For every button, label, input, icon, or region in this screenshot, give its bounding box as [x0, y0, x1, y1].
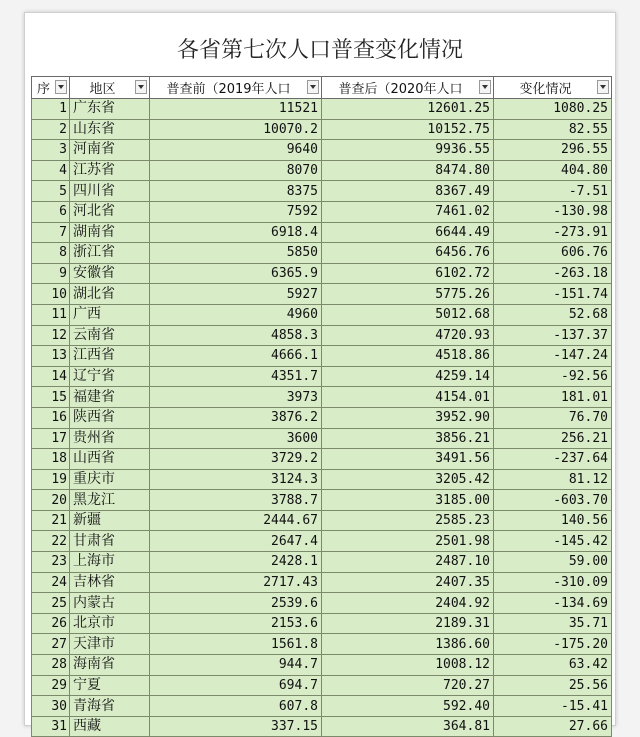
cell-region[interactable]: 江西省 [70, 346, 150, 367]
cell-region[interactable]: 青海省 [70, 696, 150, 717]
cell-after[interactable]: 2189.31 [322, 613, 494, 634]
cell-before[interactable]: 9640 [150, 140, 322, 161]
cell-region[interactable]: 广东省 [70, 99, 150, 120]
cell-seq[interactable]: 27 [32, 634, 70, 655]
cell-before[interactable]: 8070 [150, 160, 322, 181]
cell-after[interactable]: 5775.26 [322, 284, 494, 305]
cell-before[interactable]: 3600 [150, 428, 322, 449]
cell-region[interactable]: 云南省 [70, 325, 150, 346]
column-header-before[interactable] [150, 77, 322, 99]
cell-change[interactable]: 81.12 [494, 469, 612, 490]
cell-before[interactable]: 6365.9 [150, 263, 322, 284]
cell-change[interactable]: -7.51 [494, 181, 612, 202]
cell-seq[interactable]: 4 [32, 160, 70, 181]
cell-seq[interactable]: 29 [32, 675, 70, 696]
cell-before[interactable]: 5927 [150, 284, 322, 305]
cell-before[interactable]: 3973 [150, 387, 322, 408]
cell-region[interactable]: 四川省 [70, 181, 150, 202]
table-row [32, 284, 612, 305]
cell-change[interactable]: 25.56 [494, 675, 612, 696]
cell-after[interactable]: 12601.25 [322, 99, 494, 120]
cell-seq[interactable]: 9 [32, 263, 70, 284]
table-title: 各省第七次人口普查变化情况 [176, 38, 463, 63]
cell-seq[interactable]: 11 [32, 304, 70, 325]
cell-after[interactable]: 3185.00 [322, 490, 494, 511]
cell-before[interactable]: 607.8 [150, 696, 322, 717]
cell-before[interactable]: 2717.43 [150, 572, 322, 593]
cell-seq[interactable]: 25 [32, 593, 70, 614]
cell-change[interactable]: 63.42 [494, 655, 612, 676]
cell-seq[interactable]: 22 [32, 531, 70, 552]
cell-change[interactable]: -175.20 [494, 634, 612, 655]
cell-region[interactable]: 吉林省 [70, 572, 150, 593]
column-header-seq-label: 序 [36, 82, 50, 97]
cell-after[interactable]: 7461.02 [322, 201, 494, 222]
cell-before[interactable]: 6918.4 [150, 222, 322, 243]
table-row [32, 325, 612, 346]
cell-before[interactable]: 8375 [150, 181, 322, 202]
table-row [32, 449, 612, 470]
cell-before[interactable]: 694.7 [150, 675, 322, 696]
cell-change[interactable]: 76.70 [494, 407, 612, 428]
cell-change[interactable]: -310.09 [494, 572, 612, 593]
cell-after[interactable]: 8367.49 [322, 181, 494, 202]
cell-region[interactable]: 湖北省 [70, 284, 150, 305]
table-row [32, 119, 612, 140]
cell-change[interactable]: 27.66 [494, 716, 612, 737]
column-header-after-label: 普查后（2020年人口 [338, 82, 463, 97]
table-row [32, 428, 612, 449]
cell-before[interactable]: 4858.3 [150, 325, 322, 346]
cell-after[interactable]: 2487.10 [322, 552, 494, 573]
table-row [32, 613, 612, 634]
cell-change[interactable]: 35.71 [494, 613, 612, 634]
cell-change[interactable]: -15.41 [494, 696, 612, 717]
table-body [32, 99, 612, 737]
cell-region[interactable]: 江苏省 [70, 160, 150, 181]
cell-after[interactable]: 3205.42 [322, 469, 494, 490]
cell-change[interactable]: 1080.25 [494, 99, 612, 120]
cell-before[interactable]: 2539.6 [150, 593, 322, 614]
cell-change[interactable]: -237.64 [494, 449, 612, 470]
cell-change[interactable]: -273.91 [494, 222, 612, 243]
cell-seq[interactable]: 23 [32, 552, 70, 573]
table-row [32, 140, 612, 161]
cell-seq[interactable]: 5 [32, 181, 70, 202]
cell-seq[interactable]: 16 [32, 407, 70, 428]
cell-after[interactable]: 2585.23 [322, 510, 494, 531]
cell-seq[interactable]: 14 [32, 366, 70, 387]
cell-after[interactable]: 4154.01 [322, 387, 494, 408]
cell-region[interactable]: 河南省 [70, 140, 150, 161]
cell-region[interactable]: 陕西省 [70, 407, 150, 428]
cell-change[interactable]: 606.76 [494, 243, 612, 264]
column-header-region[interactable] [70, 77, 150, 99]
cell-change[interactable]: 59.00 [494, 552, 612, 573]
cell-seq[interactable]: 24 [32, 572, 70, 593]
cell-change[interactable]: 181.01 [494, 387, 612, 408]
cell-region[interactable]: 天津市 [70, 634, 150, 655]
cell-region[interactable]: 宁夏 [70, 675, 150, 696]
cell-seq[interactable]: 7 [32, 222, 70, 243]
cell-before[interactable]: 3876.2 [150, 407, 322, 428]
cell-region[interactable]: 海南省 [70, 655, 150, 676]
table-row [32, 510, 612, 531]
cell-seq[interactable]: 28 [32, 655, 70, 676]
cell-seq[interactable]: 31 [32, 716, 70, 737]
cell-region[interactable]: 辽宁省 [70, 366, 150, 387]
table-row [32, 160, 612, 181]
column-header-change[interactable] [494, 77, 612, 99]
cell-change[interactable]: 256.21 [494, 428, 612, 449]
cell-seq[interactable]: 10 [32, 284, 70, 305]
table-row [32, 572, 612, 593]
table-row [32, 243, 612, 264]
table-row [32, 490, 612, 511]
cell-region[interactable]: 山西省 [70, 449, 150, 470]
cell-region[interactable]: 湖南省 [70, 222, 150, 243]
cell-before[interactable]: 7592 [150, 201, 322, 222]
cell-seq[interactable]: 6 [32, 201, 70, 222]
cell-after[interactable]: 364.81 [322, 716, 494, 737]
cell-after[interactable]: 6456.76 [322, 243, 494, 264]
cell-after[interactable]: 1386.60 [322, 634, 494, 655]
cell-change[interactable]: -603.70 [494, 490, 612, 511]
cell-change[interactable]: -147.24 [494, 346, 612, 367]
column-header-before-label: 普查前（2019年人口 [166, 82, 291, 97]
cell-before[interactable]: 944.7 [150, 655, 322, 676]
table-row [32, 696, 612, 717]
cell-before[interactable]: 2428.1 [150, 552, 322, 573]
cell-before[interactable]: 1561.8 [150, 634, 322, 655]
filter-dropdown-icon[interactable] [135, 80, 147, 94]
cell-after[interactable]: 4518.86 [322, 346, 494, 367]
cell-before[interactable]: 11521 [150, 99, 322, 120]
cell-change[interactable]: -92.56 [494, 366, 612, 387]
filter-dropdown-icon[interactable] [55, 80, 67, 94]
cell-seq[interactable]: 17 [32, 428, 70, 449]
cell-after[interactable]: 10152.75 [322, 119, 494, 140]
table-row [32, 675, 612, 696]
cell-after[interactable]: 592.40 [322, 696, 494, 717]
cell-change[interactable]: 404.80 [494, 160, 612, 181]
cell-region[interactable]: 新疆 [70, 510, 150, 531]
cell-change[interactable]: 140.56 [494, 510, 612, 531]
cell-before[interactable]: 4960 [150, 304, 322, 325]
table-row [32, 716, 612, 737]
column-header-after[interactable] [322, 77, 494, 99]
spreadsheet-card [24, 12, 616, 735]
cell-region[interactable]: 西藏 [70, 716, 150, 737]
cell-region[interactable]: 福建省 [70, 387, 150, 408]
cell-change[interactable]: 296.55 [494, 140, 612, 161]
cell-seq[interactable]: 3 [32, 140, 70, 161]
cell-after[interactable]: 720.27 [322, 675, 494, 696]
population-table [31, 76, 612, 737]
cell-after[interactable]: 8474.80 [322, 160, 494, 181]
cell-change[interactable]: -263.18 [494, 263, 612, 284]
cell-before[interactable]: 2647.4 [150, 531, 322, 552]
cell-seq[interactable]: 26 [32, 613, 70, 634]
table-row [32, 346, 612, 367]
cell-before[interactable]: 4666.1 [150, 346, 322, 367]
cell-after[interactable]: 2404.92 [322, 593, 494, 614]
filter-dropdown-icon[interactable] [307, 80, 319, 94]
table-row [32, 469, 612, 490]
cell-region[interactable]: 贵州省 [70, 428, 150, 449]
header-row [32, 77, 612, 99]
cell-change[interactable]: -134.69 [494, 593, 612, 614]
cell-seq[interactable]: 1 [32, 99, 70, 120]
cell-before[interactable]: 4351.7 [150, 366, 322, 387]
cell-region[interactable]: 广西 [70, 304, 150, 325]
cell-after[interactable]: 1008.12 [322, 655, 494, 676]
cell-after[interactable]: 2501.98 [322, 531, 494, 552]
table-row [32, 181, 612, 202]
cell-seq[interactable]: 8 [32, 243, 70, 264]
cell-seq[interactable]: 18 [32, 449, 70, 470]
cell-before[interactable]: 2444.67 [150, 510, 322, 531]
cell-seq[interactable]: 20 [32, 490, 70, 511]
table-row [32, 99, 612, 120]
cell-before[interactable]: 3124.3 [150, 469, 322, 490]
cell-after[interactable]: 4259.14 [322, 366, 494, 387]
cell-change[interactable]: -151.74 [494, 284, 612, 305]
table-row [32, 387, 612, 408]
cell-seq[interactable]: 19 [32, 469, 70, 490]
cell-after[interactable]: 3491.56 [322, 449, 494, 470]
cell-after[interactable]: 9936.55 [322, 140, 494, 161]
cell-change[interactable]: -145.42 [494, 531, 612, 552]
cell-seq[interactable]: 21 [32, 510, 70, 531]
cell-after[interactable]: 5012.68 [322, 304, 494, 325]
cell-seq[interactable]: 12 [32, 325, 70, 346]
cell-seq[interactable]: 15 [32, 387, 70, 408]
table-row [32, 593, 612, 614]
cell-before[interactable]: 5850 [150, 243, 322, 264]
cell-region[interactable]: 上海市 [70, 552, 150, 573]
cell-after[interactable]: 6644.49 [322, 222, 494, 243]
cell-region[interactable]: 重庆市 [70, 469, 150, 490]
cell-region[interactable]: 浙江省 [70, 243, 150, 264]
table-row [32, 531, 612, 552]
cell-after[interactable]: 6102.72 [322, 263, 494, 284]
table-row [32, 634, 612, 655]
filter-dropdown-icon[interactable] [597, 80, 609, 94]
column-header-seq[interactable] [32, 77, 70, 99]
cell-region[interactable]: 甘肃省 [70, 531, 150, 552]
table-row [32, 552, 612, 573]
column-header-region-label: 地区 [89, 82, 116, 97]
table-row [32, 201, 612, 222]
filter-dropdown-icon[interactable] [479, 80, 491, 94]
column-header-change-label: 变化情况 [519, 82, 572, 97]
cell-before[interactable]: 3729.2 [150, 449, 322, 470]
cell-region[interactable]: 安徽省 [70, 263, 150, 284]
table-row [32, 263, 612, 284]
table-row [32, 222, 612, 243]
table-row [32, 304, 612, 325]
cell-region[interactable]: 内蒙古 [70, 593, 150, 614]
cell-after[interactable]: 2407.35 [322, 572, 494, 593]
cell-change[interactable]: -137.37 [494, 325, 612, 346]
cell-before[interactable]: 337.15 [150, 716, 322, 737]
table-row [32, 366, 612, 387]
cell-region[interactable]: 黑龙江 [70, 490, 150, 511]
cell-after[interactable]: 3952.90 [322, 407, 494, 428]
cell-change[interactable]: 52.68 [494, 304, 612, 325]
cell-before[interactable]: 3788.7 [150, 490, 322, 511]
cell-before[interactable]: 2153.6 [150, 613, 322, 634]
table-row [32, 655, 612, 676]
cell-seq[interactable]: 13 [32, 346, 70, 367]
cell-change[interactable]: 82.55 [494, 119, 612, 140]
cell-after[interactable]: 3856.21 [322, 428, 494, 449]
cell-seq[interactable]: 2 [32, 119, 70, 140]
cell-after[interactable]: 4720.93 [322, 325, 494, 346]
cell-seq[interactable]: 30 [32, 696, 70, 717]
cell-before[interactable]: 10070.2 [150, 119, 322, 140]
cell-change[interactable]: -130.98 [494, 201, 612, 222]
cell-region[interactable]: 北京市 [70, 613, 150, 634]
cell-region[interactable]: 河北省 [70, 201, 150, 222]
table-row [32, 407, 612, 428]
cell-region[interactable]: 山东省 [70, 119, 150, 140]
